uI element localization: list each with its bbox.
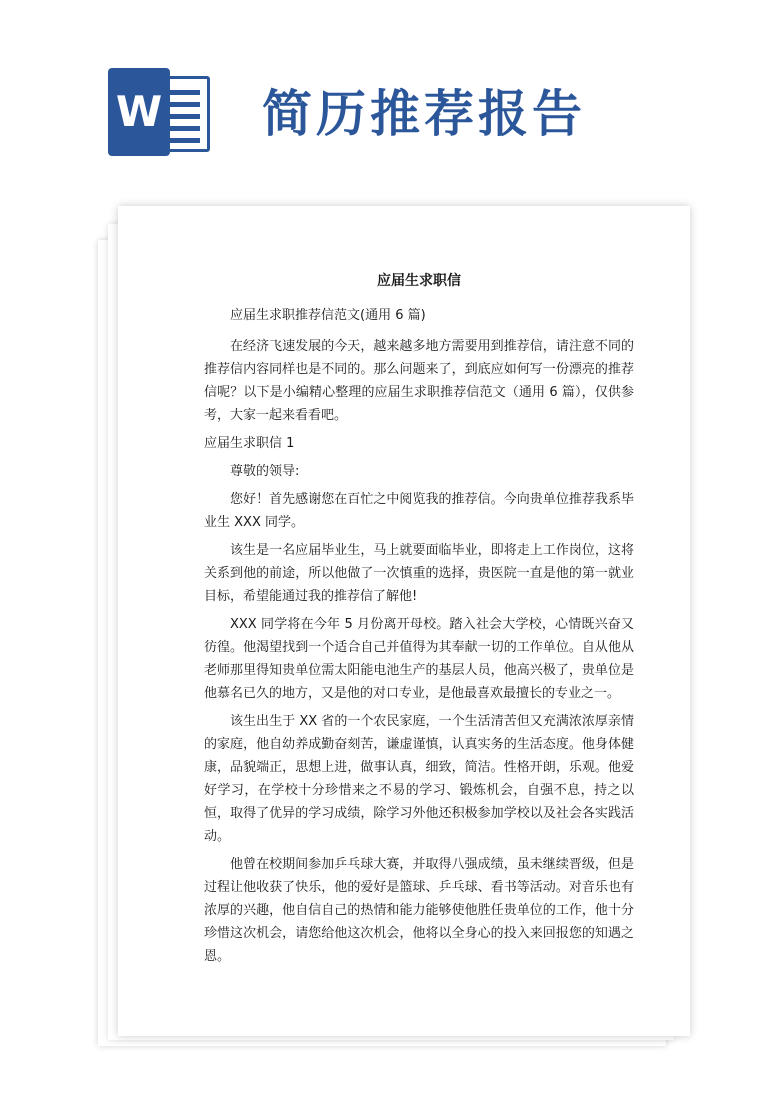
paragraph-body: 该生出生于 XX 省的一个农民家庭，一个生活清苦但又充满浓浓厚亲情的家庭，他自幼养成勤奋刻苦，谦虚谨慎，认真实务的生活态度。他身体健康，品貌端正，思想上进，做事认真，细致，简洁。性格开朗，乐观。他爱好学习，在学校十分珍惜来之不易的学习、锻炼机会，自强不息，持之以恒，取得了优异的学习成绩，除学习外他还积极参加学校以及社会各实践活动。 bbox=[204, 714, 634, 844]
document-body bbox=[204, 270, 634, 973]
document-subtitle: 应届生求职推荐信范文(通用 6 篇) bbox=[230, 308, 426, 323]
paragraph-salutation: 尊敬的领导: bbox=[230, 464, 300, 479]
logo-letter: W bbox=[108, 68, 170, 156]
paragraph-body: 该生是一名应届毕业生，马上就要面临毕业，即将走上工作岗位，这将关系到他的前途，所以他做了一次慎重的选择，贵医院一直是他的第一就业目标，希望能通过我的推荐信了解他! bbox=[204, 543, 634, 604]
document-page bbox=[118, 206, 690, 1036]
page-title: 简历推荐报告 bbox=[262, 85, 586, 143]
word-icon bbox=[108, 68, 212, 156]
paragraph-body: XXX 同学将在今年 5 月份离开母校。踏入社会大学校，心情既兴奋又彷徨。他渴望找到一个适合自己并值得为其奉献一切的工作单位。自从他从老师那里得知贵单位需太阳能电池生产的基层人员，他高兴极了，贵单位是他慕名已久的地方，又是他的对口专业，是他最喜欢最擅长的专业之一。 bbox=[204, 617, 634, 701]
header bbox=[0, 0, 780, 190]
paragraph-greeting: 您好！首先感谢您在百忙之中阅览我的推荐信。今向贵单位推荐我系毕业生 XXX 同学。 bbox=[204, 492, 634, 530]
paragraph-body: 他曾在校期间参加乒乓球大赛，并取得八强成绩，虽未继续晋级，但是过程让他收获了快乐，他的爱好是篮球、乒乓球、看书等活动。对音乐也有浓厚的兴趣，他自信自己的热情和能力能够使他胜任贵单位的工作，他十分珍惜这次机会，请您给他这次机会，他将以全身心的投入来回报您的知遇之恩。 bbox=[204, 857, 634, 964]
section-heading: 应届生求职信 1 bbox=[204, 436, 295, 451]
document-title: 应届生求职信 bbox=[377, 273, 461, 289]
paragraph-intro: 在经济飞速发展的今天，越来越多地方需要用到推荐信，请注意不同的推荐信内容同样也是不同的。那么问题来了，到底应如何写一份漂亮的推荐信呢？以下是小编精心整理的应届生求职推荐信范文（通用 6 篇），仅供参考，大家一起来看看吧。 bbox=[204, 339, 634, 423]
